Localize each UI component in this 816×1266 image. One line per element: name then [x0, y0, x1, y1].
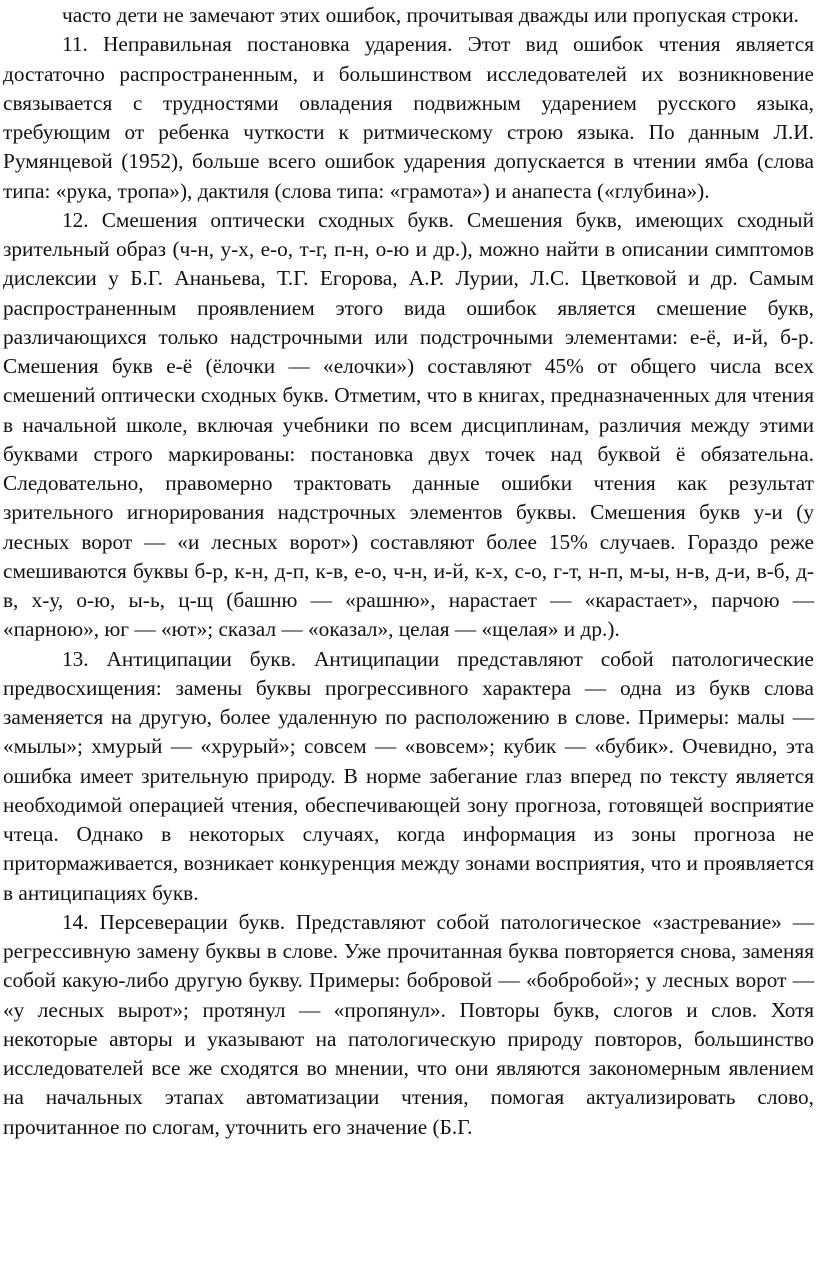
paragraph-optical-letter-confusion: 12. Смешения оптически сходных букв. Смешения букв, имеющих сходный зрительный образ (ч-н, у-х, е-о, т-г, п-н, о-ю и др.), можно найти в описании симптомов дислексии у Б.Г. Ананьева, Т.Г. Егорова, А.Р. Лурии, Л.С. Цветковой и др. Самым распространенным проявлением этого вида ошибок является смешение букв, различающихся только надстрочными или подстрочными элементами: е-ё, и-й, б-р. Смешения букв е-ё (ёлочки — «елочки») составляют 45% от общего числа всех смешений оптически сходных букв. Отметим, что в книгах, предназначенных для чтения в начальной школе, включая учебники по всем дисциплинам, различия между этими буквами строго маркированы: постановка двух точек над буквой ё обязательна. Следовательно, правомерно трактовать данные ошибки чтения как результат зрительного игнорирования надстрочных элементов буквы. Смешения букв у-и (у лесных ворот — «и лесных ворот») составляют более 15% случаев. Гораздо реже смешиваются буквы б-р, к-н, д-п, к-в, е-о, ч-н, и-й, к-х, с-о, г-т, н-п, м-ы, н-в, д-и, в-б, д-в, х-у, о-ю, ы-ь, ц-щ (башню — «рашню», нарастает — «карастает», парчою — «парною», юг — «ют»; сказал — «оказал», целая — «щелая» и др.).: [3, 207, 814, 642]
paragraph-letter-anticipations: 13. Антиципации букв. Антиципации представляют собой патологические предвосхищения: замены буквы прогрессивного характера — одна из букв слова заменяется на другую, более удаленную по расположению в слове. Примеры: малы — «мылы»; хмурый — «хрурый»; совсем — «вовсем»; кубик — «бубик». Очевидно, эта ошибка имеет зрительную природу. В норме забегание глаз вперед по тексту является необходимой операцией чтения, обеспечивающей зону прогноза, готовящей восприятие чтеца. Однако в некоторых случаях, когда информация из зоны прогноза не притормаживается, возникает конкуренция между зонами восприятия, что и проявляется в антиципациях букв.: [3, 646, 814, 905]
paragraph-letter-perseverations: 14. Персеверации букв. Представляют собой патологическое «застревание» — регрессивную замену буквы в слове. Уже прочитанная буква повторяется снова, заменяя собой какую-либо другую букву. Примеры: бобровой — «бобробой»; у лесных ворот — «у лесных вырот»; протянул — «пропянул». Повторы букв, слогов и слов. Хотя некоторые авторы и указывают на патологическую природу повторов, большинство исследователей все же сходятся во мнении, что они являются закономерным явлением на начальных этапах автоматизации чтения, помогая актуализировать слово, прочитанное по слогам, уточнить его значение (Б.Г.: [3, 909, 814, 1139]
paragraph-stress-errors: 11. Неправильная постановка ударения. Этот вид ошибок чтения является достаточно распространенным, и большинством исследователей их возникновение связывается с трудностями овладения подвижным ударением русского языка, требующим от ребенка чуткости к ритмическому строю языка. По данным Л.И. Румянцевой (1952), больше всего ошибок ударения допускается в чтении ямба (слова типа: «рука, тропа»), дактиля (слова типа: «грамота») и анапеста («глубина»).: [3, 32, 814, 203]
paragraph-continuation: часто дети не замечают этих ошибок, прочитывая дважды или пропуская строки.: [62, 3, 799, 27]
